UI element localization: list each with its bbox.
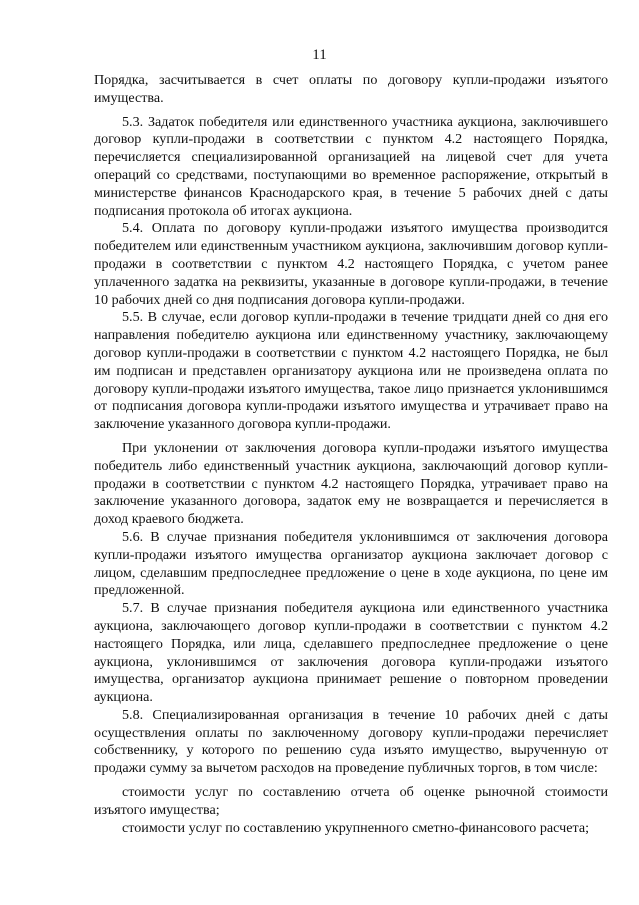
paragraph-evasion: При уклонении от заключения договора купли-продажи изъятого имущества победитель либо единственный участник аукциона, заключающий договор купли-продажи в соответствии с пунктом 4.2 настоящего Порядка, утрачивает право на заключение указанного договора, задаток ему не возвращается и перечисляется в доход краевого бюджета. <box>94 439 608 528</box>
paragraph-appraisal-cost: стоимости услуг по составлению отчета об оценке рыночной стоимости изъятого имущества; <box>94 784 608 818</box>
paragraph-5-5: 5.5. В случае, если договор купли-продажи в течение тридцати дней со дня его направления победителю аукциона или единственному участнику, заключающему договор купли-продажи в соответствии с пунктом 4.2 настоящего Порядка, не был им подписан и представлен организатору аукциона или не произведена оплата по договору купли-продажи изъятого имущества, такое лицо признается уклонившимся от подписания договора купли-продажи изъятого имущества и утрачивает право на заключение указанного договора купли-продажи. <box>94 309 608 433</box>
paragraph-estimate-cost: стоимости услуг по составлению укрупненного сметно-финансового расчета; <box>122 819 589 836</box>
paragraph-continuation: Порядка, засчитывается в счет оплаты по договору купли-продажи изъятого имущества. <box>94 72 608 106</box>
document-body <box>94 72 608 837</box>
paragraph-5-4: 5.4. Оплата по договору купли-продажи изъятого имущества производится победителем или единственным участником аукциона, заключившим договор купли-продажи в соответствии с пунктом 4.2 настоящего Порядка, с учетом ранее уплаченного задатка на реквизиты, указанные в договоре купли-продажи, в течение 10 рабочих дней со дня подписания договора купли-продажи. <box>94 220 608 308</box>
paragraph-5-3: 5.3. Задаток победителя или единственного участника аукциона, заключившего договор купли-продажи в соответствии с пунктом 4.2 настоящего Порядка, перечисляется специализированной организацией на лицевой счет для учета операций со средствами, поступающими во временное распоряжение, открытый в министерстве финансов Краснодарского края, в течение 5 рабочих дней с даты подписания протокола об итогах аукциона. <box>94 113 608 219</box>
paragraph-5-8: 5.8. Специализированная организация в течение 10 рабочих дней с даты осуществления оплаты по заключенному договору купли-продажи перечисляет собственнику, у которого по решению суда изъято имущество, вырученную от продажи сумму за вычетом расходов на проведение публичных торгов, в том числе: <box>94 706 608 777</box>
paragraph-5-6: 5.6. В случае признания победителя уклонившимся от заключения договора купли-продажи изъятого имущества организатор аукциона заключает договор с лицом, сделавшим предпоследнее предложение о цене в ходе аукциона, по цене им предложенной. <box>94 528 608 599</box>
page-number: 11 <box>312 47 327 63</box>
paragraph-5-7: 5.7. В случае признания победителя аукциона или единственного участника аукциона, заключающего договор купли-продажи в соответствии с пунктом 4.2 настоящего Порядка, или лица, сделавшего предпоследнее предложение о цене аукциона, уклонившимся от заключения договора купли-продажи изъятого имущества, организатор аукциона принимает решение о повторном проведении аукциона. <box>94 600 608 706</box>
